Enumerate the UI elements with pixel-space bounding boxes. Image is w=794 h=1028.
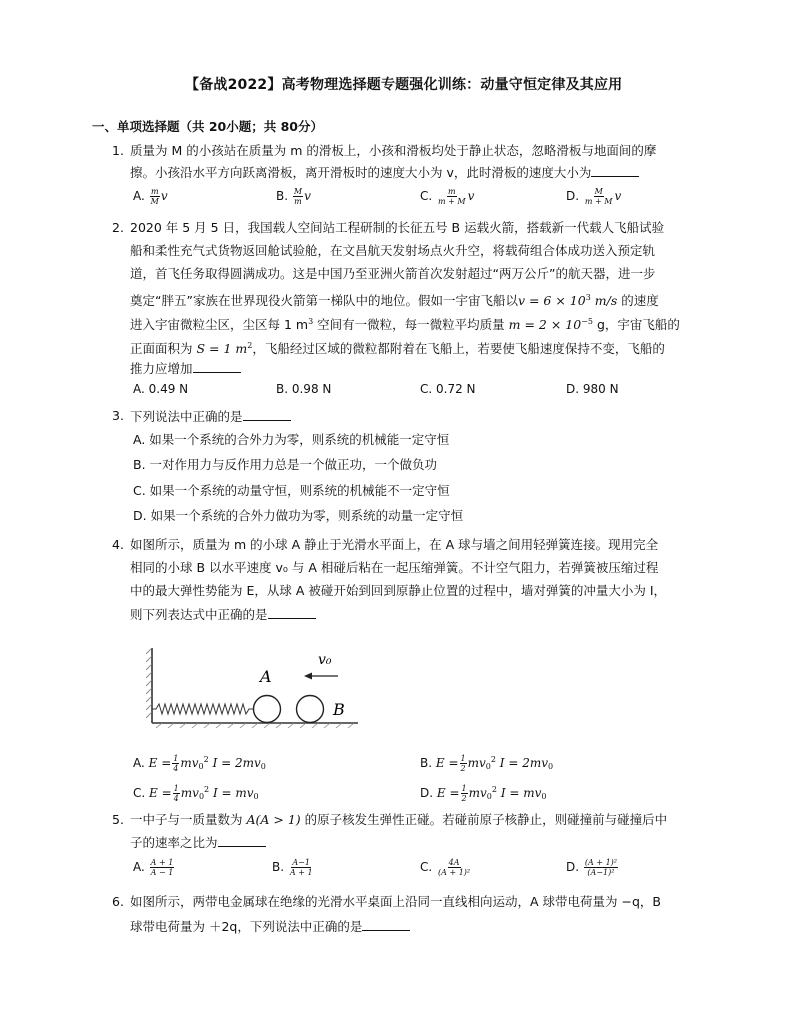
q5-number: 5. <box>112 812 124 827</box>
q1-option-a[interactable]: A. $\frac{m}{M}$ v <box>133 187 168 206</box>
q5-answer-blank[interactable] <box>218 834 266 847</box>
ball-a <box>254 696 281 723</box>
section-heading: 一、单项选择题（共 20小题；共 80分） <box>92 119 323 134</box>
q4-line2: 相同的小球 B 以水平速度 v₀ 与 A 相碰后粘在一起压缩弹簧。不计空气阻力，若弹簧被压缩过程 <box>130 560 659 575</box>
wall-hatch <box>146 648 152 718</box>
q3-option-d[interactable]: D. 如果一个系统的合外力做功为零，则系统的动量一定守恒 <box>133 508 464 523</box>
q2-line2: 船和柔性充气式货物返回舱试验舱，在文昌航天发射场点火升空，将载荷组合体成功送入预定轨 <box>130 243 656 258</box>
q4-answer-blank[interactable] <box>268 606 316 619</box>
velocity-arrow-head <box>304 673 312 680</box>
q2-line7: 推力应增加 <box>130 360 241 377</box>
q4-line3: 中的最大弹性势能为 E，从球 A 被碰开始到回到原静止位置的过程中，墙对弹簧的冲量大小为 I， <box>130 583 667 598</box>
q3-option-c[interactable]: C. 如果一个系统的动量守恒，则系统的机械能不一定守恒 <box>133 483 450 498</box>
q1-text-line2: 擦。小孩沿水平方向跃离滑板，离开滑板时的速度大小为 v，此时滑板的速度大小为 <box>130 164 639 181</box>
q2-option-c[interactable]: C. 0.72 N <box>420 382 476 396</box>
q2-line1: 2020 年 5 月 5 日，我国载人空间站工程研制的长征五号 B 运载火箭，搭载新一代载人飞船试验 <box>130 220 665 235</box>
q6-line2: 球带电荷量为 ＋2q，下列说法中正确的是 <box>130 918 410 935</box>
q5-option-c[interactable]: C. $\frac{4A}{\text{(A + 1)²}}$ <box>420 858 471 877</box>
q6-answer-blank[interactable] <box>362 918 410 931</box>
label-v0: v₀ <box>318 652 332 668</box>
q1-text-line1: 质量为 M 的小孩站在质量为 m 的滑板上，小孩和滑板均处于静止状态，忽略滑板与地面间的摩 <box>130 143 657 158</box>
q2-line5: 进入宇宙微粒尘区，尘区每 1 $m^3$ 空间有一微粒，每一微粒平均质量 $m = 2 \times 10^{-5}$ g，宇宙飞船的 <box>130 317 680 332</box>
spring <box>152 704 253 714</box>
q6-number: 6. <box>112 894 124 909</box>
q2-number: 2. <box>112 220 124 235</box>
q4-option-d[interactable]: D. E = $\frac{1}{2}$ $mv_0^2$ $I = mv_0$ <box>420 784 547 803</box>
q2-answer-blank[interactable] <box>193 360 241 373</box>
q3-number: 3. <box>112 408 124 423</box>
q5-option-b[interactable]: B. $\frac{A-1}{A + 1}$ <box>272 858 313 877</box>
q5-line1: 一中子与一质量数为 A(A > 1) 的原子核发生弹性正碰。若碰前原子核静止，则碰撞前与碰撞后中 <box>130 812 668 827</box>
q3-answer-blank[interactable] <box>243 408 291 421</box>
q2-option-a[interactable]: A. 0.49 N <box>133 382 189 396</box>
q1-number: 1. <box>112 143 124 158</box>
q4-line1: 如图所示，质量为 m 的小球 A 静止于光滑水平面上，在 A 球与墙之间用轻弹簧连接。现用完全 <box>130 537 659 552</box>
q6-line1: 如图所示，两带电金属球在绝缘的光滑水平桌面上沿同一直线相向运动，A 球带电荷量为 −q，B <box>130 894 661 909</box>
q2-option-d[interactable]: D. 980 N <box>566 382 619 396</box>
q4-spring-figure <box>146 648 360 728</box>
q4-number: 4. <box>112 537 124 552</box>
document-title: 【备战2022】高考物理选择题专题强化训练：动量守恒定律及其应用 <box>185 77 623 93</box>
q3-text: 下列说法中正确的是 <box>130 408 291 425</box>
label-a: A <box>260 667 272 686</box>
q2-option-b[interactable]: B. 0.98 N <box>276 382 332 396</box>
q4-option-c[interactable]: C. E = $\frac{1}{4}$ $mv_0^2$ $I = mv_0$ <box>133 784 259 803</box>
q4-option-a[interactable]: A. E = $\frac{1}{4}$ $mv_0^2$ $I = 2mv_0$ <box>133 754 266 773</box>
q2-line4: 奠定“胖五”家族在世界现役火箭第一梯队中的地位。假如一宇宙飞船以$v = 6 \times 10^3$ m/s 的速度 <box>130 293 659 308</box>
q3-option-b[interactable]: B. 一对作用力与反作用力总是一个做正功，一个做负功 <box>133 457 438 472</box>
label-b: B <box>333 700 345 719</box>
q1-option-c[interactable]: C. $\frac{m}{m + M}$ v <box>420 187 475 206</box>
q4-option-b[interactable]: B. E = $\frac{1}{2}$ $mv_0^2$ $I = 2mv_0$ <box>420 754 554 773</box>
q3-option-a[interactable]: A. 如果一个系统的合外力为零，则系统的机械能一定守恒 <box>133 432 450 447</box>
q1-option-b[interactable]: B. $\frac{M}{m}$ v <box>276 187 311 206</box>
q2-line3: 道，首飞任务取得圆满成功。这是中国乃至亚洲火箭首次发射超过“两万公斤”的航天器，进一步 <box>130 266 656 281</box>
q5-line2: 子的速率之比为 <box>130 834 266 851</box>
q2-line6: 正面面积为 S = 1 $m^2$，飞船经过区域的微粒都附着在飞船上，若要使飞船速度保持不变，飞船的 <box>130 341 665 356</box>
q1-option-d[interactable]: D. $\frac{M}{m + M}$ v <box>566 187 622 206</box>
ball-b <box>297 696 324 723</box>
q5-option-d[interactable]: D. $\frac{\text{(A + 1)²}}{\text{(A−1)²}}$ <box>566 858 617 877</box>
q4-line4: 则下列表达式中正确的是 <box>130 606 316 623</box>
q5-option-a[interactable]: A. $\frac{A + 1}{A - 1}$ <box>133 858 174 877</box>
q1-answer-blank[interactable] <box>591 164 639 177</box>
